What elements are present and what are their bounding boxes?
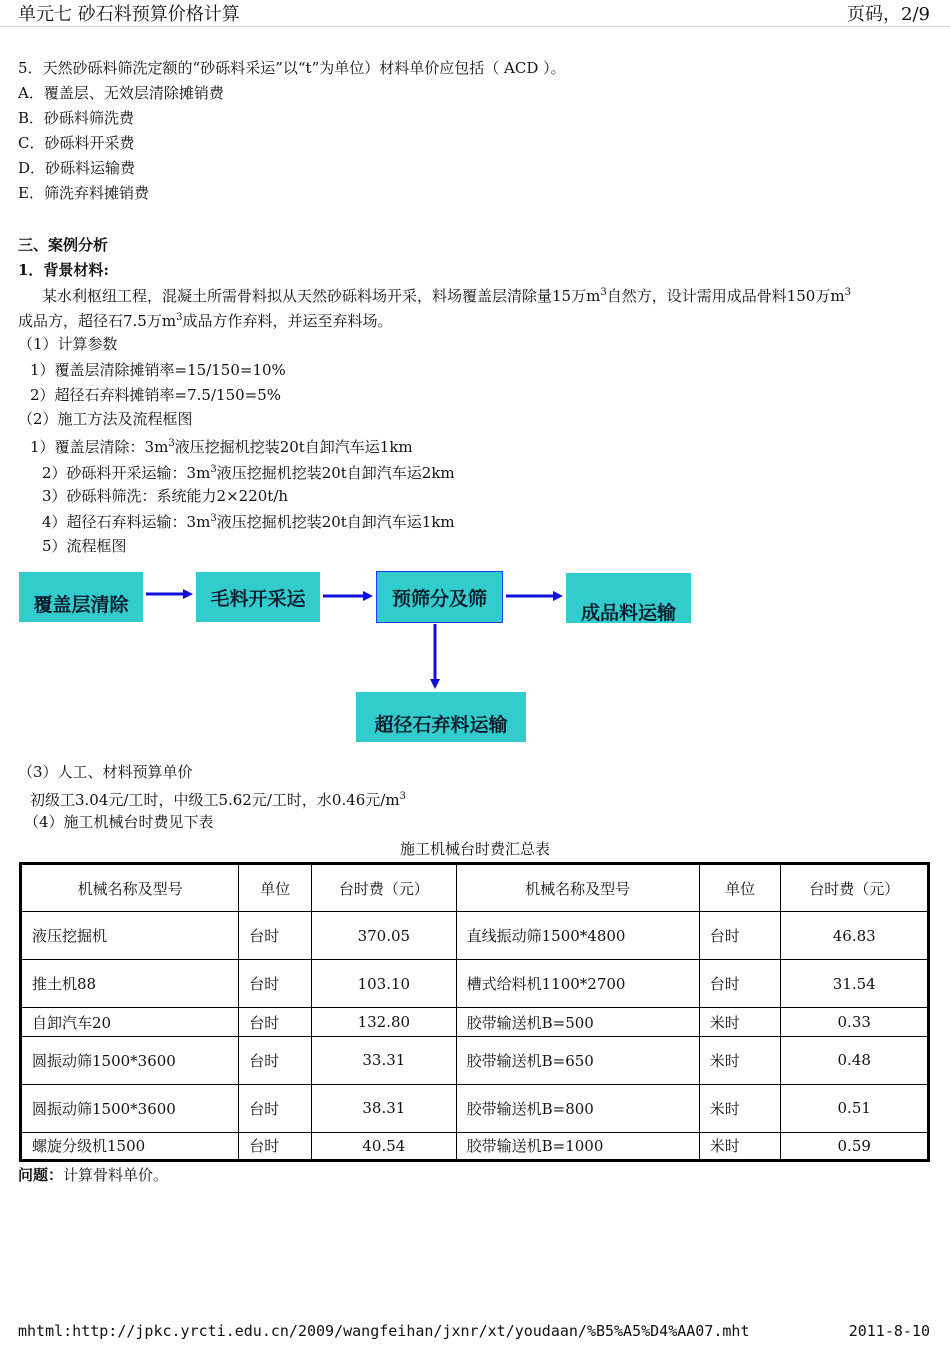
machine-name: 自卸汽车20 (21, 1008, 239, 1036)
hourly-cost: 132.80 (312, 1008, 457, 1036)
hourly-cost: 370.05 (312, 912, 457, 960)
table-caption: 施工机械台时费汇总表 (399, 840, 550, 858)
page-number: 页码，2/9 (847, 4, 930, 25)
machine-name: 槽式给料机1100*2700 (456, 960, 699, 1008)
calc-param-2: 2）超径石弃料摊销率=7.5/150=5% (30, 386, 282, 404)
table-row (21, 1132, 929, 1160)
unit: 台时 (699, 912, 781, 960)
header-machine-name-1: 机械名称及型号 (21, 864, 239, 912)
question (18, 1165, 168, 1185)
header-unit-1: 单位 (239, 864, 312, 912)
option-e: E．筛洗弃料摊销费 (18, 184, 149, 202)
prices-title: （3）人工、材料预算单价 (18, 763, 193, 781)
section-title: 三、案例分析 (18, 236, 109, 254)
flow-box-oversize-waste-transport: 超径石弃料运输 (356, 692, 526, 742)
machine-name: 推土机88 (21, 960, 239, 1008)
hourly-cost: 0.59 (781, 1132, 929, 1160)
calc-params-title: （1）计算参数 (18, 335, 118, 353)
unit: 米时 (699, 1132, 781, 1160)
hourly-cost: 0.33 (781, 1008, 929, 1036)
hourly-cost: 33.31 (312, 1036, 457, 1084)
header-machine-name-2: 机械名称及型号 (456, 864, 699, 912)
footer-date: 2011-8-10 (848, 1322, 930, 1340)
option-c: C．砂砾料开采费 (18, 134, 135, 152)
machine-name: 螺旋分级机1500 (21, 1132, 239, 1160)
background-title: 1．背景材料: (18, 261, 109, 279)
hourly-cost: 31.54 (781, 960, 929, 1008)
unit: 台时 (699, 960, 781, 1008)
hourly-cost: 38.31 (312, 1084, 457, 1132)
hourly-cost: 46.83 (781, 912, 929, 960)
unit: 米时 (699, 1008, 781, 1036)
flow-box-raw-material-mining: 毛料开采运 (196, 572, 320, 622)
table-row (21, 1008, 929, 1036)
machine-cost-table (19, 862, 930, 1162)
machine-name: 圆振动筛1500*3600 (21, 1036, 239, 1084)
machine-name: 直线振动筛1500*4800 (456, 912, 699, 960)
background-paragraph-line1: 某水利枢纽工程，混凝土所需骨料拟从天然砂砾料场开采，料场覆盖层清除量15万$m^3$自然方，设计需用成品骨料150万$m^3$ (42, 287, 851, 305)
method-1: 1）覆盖层清除：$3m^3$液压挖掘机挖装20t自卸汽车运1km (30, 438, 413, 456)
table-row (21, 912, 929, 960)
unit: 米时 (699, 1036, 781, 1084)
table-row (21, 1036, 929, 1084)
header-title: 单元七 砂石料预算价格计算 (18, 4, 240, 25)
option-a: A．覆盖层、无效层清除摊销费 (18, 84, 224, 102)
method-5: 5）流程框图 (42, 537, 127, 555)
table-row (21, 960, 929, 1008)
question-text: 计算骨料单价。 (63, 1166, 169, 1184)
machine-name: 胶带输送机B=650 (456, 1036, 699, 1084)
header-cost-2: 台时费（元） (781, 864, 929, 912)
unit: 台时 (239, 1084, 312, 1132)
method-title: （2）施工方法及流程框图 (18, 410, 193, 428)
footer-url: mhtml:http://jpkc.yrcti.edu.cn/2009/wangfeihan/jxnr/xt/youdaan/%B5%A5%D4%AA07.mht (18, 1322, 750, 1340)
machine-name: 液压挖掘机 (21, 912, 239, 960)
calc-param-1: 1）覆盖层清除摊销率=15/150=10% (30, 361, 286, 379)
hourly-cost: 40.54 (312, 1132, 457, 1160)
header-cost-1: 台时费（元） (312, 864, 457, 912)
unit: 台时 (239, 912, 312, 960)
labor-material-prices: 初级工3.04元/工时，中级工5.62元/工时，水0.46元$/m^3$ (30, 791, 406, 809)
method-3: 3）砂砾料筛洗：系统能力2×220t/h (42, 487, 289, 505)
machine-name: 圆振动筛1500*3600 (21, 1084, 239, 1132)
table-row (21, 1084, 929, 1132)
hourly-cost: 0.51 (781, 1084, 929, 1132)
option-b: B．砂砾料筛洗费 (18, 109, 135, 127)
hourly-cost: 103.10 (312, 960, 457, 1008)
header-unit-2: 单位 (699, 864, 781, 912)
machine-name: 胶带输送机B=800 (456, 1084, 699, 1132)
machine-name: 胶带输送机B=500 (456, 1008, 699, 1036)
unit: 台时 (239, 1036, 312, 1084)
machine-cost-title: （4）施工机械台时费见下表 (24, 813, 214, 831)
method-2: 2）砂砾料开采运输：$3m^3$液压挖掘机挖装20t自卸汽车运2km (42, 464, 455, 482)
unit: 台时 (239, 1008, 312, 1036)
method-4: 4）超径石弃料运输：$3m^3$液压挖掘机挖装20t自卸汽车运1km (42, 513, 455, 531)
unit: 台时 (239, 960, 312, 1008)
machine-name: 胶带输送机B=1000 (456, 1132, 699, 1160)
question-label: 问题： (18, 1166, 64, 1184)
table-header-row (21, 864, 929, 912)
flow-box-overburden-removal: 覆盖层清除 (19, 572, 143, 622)
background-paragraph-line2: 成品方，超径石7.5万$m^3$成品方作弃料，并运至弃料场。 (18, 312, 393, 330)
unit: 台时 (239, 1132, 312, 1160)
question5-stem: 5．天然砂砾料筛洗定额的“砂砾料采运”以“t”为单位）材料单价应包括（ ACD ）。 (18, 59, 566, 77)
flow-box-screening: 预筛分及筛 (376, 571, 503, 623)
flow-box-finished-transport: 成品料运输 (566, 573, 691, 623)
option-d: D．砂砾料运输费 (18, 159, 136, 177)
unit: 米时 (699, 1084, 781, 1132)
hourly-cost: 0.48 (781, 1036, 929, 1084)
